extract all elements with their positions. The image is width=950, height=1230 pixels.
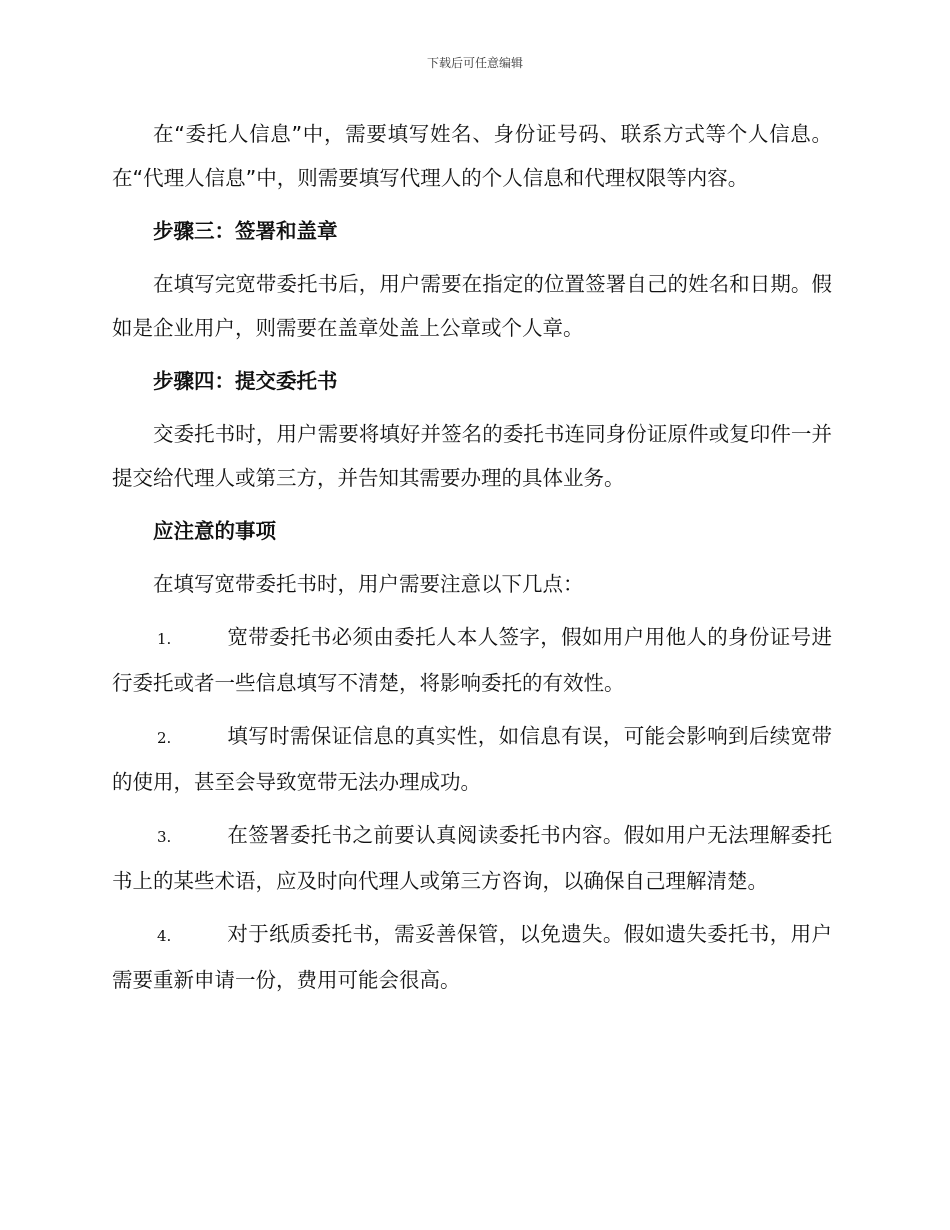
list-item-number: 2. bbox=[157, 729, 172, 747]
list-item-number: 1. bbox=[157, 630, 172, 648]
list-item bbox=[112, 912, 832, 1002]
list-item-text: 在签署委托书之前要认真阅读委托书内容。假如用户无法理解委托书上的某些术语，应及时向代理人或第三方咨询，以确保自己理解清楚。 bbox=[112, 823, 832, 893]
list-item-number: 4. bbox=[157, 927, 172, 945]
list-item-text: 填写时需保证信息的真实性，如信息有误，可能会影响到后续宽带的使用，甚至会导致宽带无法办理成功。 bbox=[112, 724, 832, 794]
paragraph-notes-intro: 在填写宽带委托书时，用户需要注意以下几点： bbox=[153, 572, 584, 596]
list-item-number: 3. bbox=[157, 828, 172, 846]
list-item bbox=[112, 615, 832, 705]
heading-notes: 应注意的事项 bbox=[153, 519, 276, 543]
list-item bbox=[112, 813, 832, 903]
heading-step-three: 步骤三：签署和盖章 bbox=[153, 219, 338, 243]
page-header: 下载后可任意编辑 bbox=[426, 56, 523, 70]
document-body bbox=[112, 112, 832, 1011]
list-item-text: 宽带委托书必须由委托人本人签字，假如用户用他人的身份证号进行委托或者一些信息填写不清楚，将影响委托的有效性。 bbox=[112, 625, 832, 695]
paragraph-submission: 交委托书时，用户需要将填好并签名的委托书连同身份证原件或复印件一并提交给代理人或第三方，并告知其需要办理的具体业务。 bbox=[112, 422, 832, 490]
list-item bbox=[112, 714, 832, 804]
paragraph-signing: 在填写完宽带委托书后，用户需要在指定的位置签署自己的姓名和日期。假如是企业用户，则需要在盖章处盖上公章或个人章。 bbox=[112, 272, 832, 340]
heading-step-four: 步骤四：提交委托书 bbox=[153, 369, 338, 393]
list-item-text: 对于纸质委托书，需妥善保管，以免遗失。假如遗失委托书，用户需要重新申请一份，费用可能会很高。 bbox=[112, 922, 832, 992]
paragraph-info-fields: 在“委托人信息”中，需要填写姓名、身份证号码、联系方式等个人信息。在“代理人信息”中，则需要填写代理人的个人信息和代理权限等内容。 bbox=[112, 122, 832, 190]
